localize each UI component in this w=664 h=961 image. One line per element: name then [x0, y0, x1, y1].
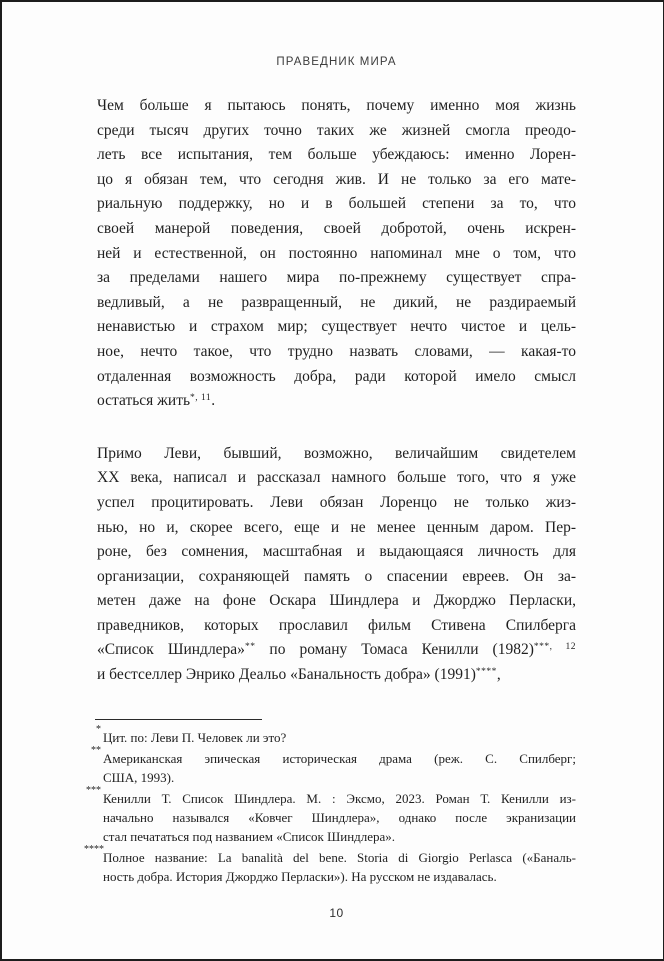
text-segment: ненавистью и страхом мир; существует нечто чистое и цель- [97, 318, 576, 336]
text-segment: нью, но и, скорее всего, еще и не менее ценным даром. Пер- [97, 518, 576, 536]
text-line [97, 119, 576, 144]
text-line [103, 808, 576, 827]
footnote-reference: **** [475, 666, 497, 677]
text-segment: организации, сохраняющей память о спасении евреев. Он за- [97, 567, 576, 585]
footnote-4: **** Полное название: La banalità del bene. Storia di Giorgio Perlasca («Баналь- ность добра. История Джорджо Перласки»). На русском не издавалась. [84, 844, 576, 884]
text-segment: цо я обязан тем, что сегодня жив. И не только за его мате- [97, 170, 576, 188]
text-segment: Кенилли Т. Список Шиндлера. М. : Эксмо, 2023. Роман Т. Кенилли из- [103, 791, 576, 806]
text-line [97, 614, 576, 639]
text-line [97, 192, 576, 217]
text-line [97, 516, 576, 541]
running-header: ПРАВЕДНИК МИРА [276, 56, 397, 68]
text-line [103, 768, 576, 787]
text-segment: своей манерой поведения, своей добротой, очень искрен- [97, 219, 576, 237]
page-number: 10 [329, 906, 344, 920]
footnote-1: * Цит. по: Леви П. Человек ли это? [103, 728, 576, 747]
footnote-3: *** Кенилли Т. Список Шиндлера. М. : Эксмо, 2023. Роман Т. Кенилли из- начально назывался «Ковчег Шиндлера», однако после экранизации стал печататься под названием «Список Шиндлера». [86, 785, 576, 844]
text-segment: среди тысяч других точно таких же жизней смогла преодо- [97, 121, 576, 139]
text-segment: за пределами нашего мира по-прежнему существует спра- [97, 269, 576, 287]
paragraph-1 [97, 94, 576, 414]
text-segment: ней и естественной, он постоянно напоминал мне о том, что [97, 244, 576, 262]
text-segment: отдаленная возможность добра, ради которой имело смысл [97, 367, 576, 385]
text-segment: , [496, 666, 501, 684]
text-segment: Американская эпическая историческая драма (реж. С. Спилберг; [103, 751, 576, 766]
text-segment: метен даже на фоне Оскара Шиндлера и Джорджо Перласки, [97, 592, 576, 610]
footnote-reference: ***, 12 [533, 641, 576, 652]
text-line [103, 728, 576, 747]
text-segment: ное, нечто такое, что трудно назвать словами, — какая-то [97, 342, 576, 360]
text-line [103, 867, 576, 886]
text-line [97, 638, 576, 663]
paragraph-2 [97, 442, 576, 688]
text-line [97, 491, 576, 516]
text-line [103, 749, 576, 768]
text-segment: роне, без сомнения, масштабная и выдающаяся личность для [97, 543, 576, 561]
text-segment: риальную поддержку, но и в большей степени за то, что [97, 195, 576, 213]
text-line [97, 565, 576, 590]
text-line [97, 589, 576, 614]
text-segment: Примо Леви, бывший, возможно, величайшим свидетелем [97, 444, 576, 462]
text-segment: и бестселлер Энрико Деальо «Банальность добра» (1991) [97, 666, 476, 684]
text-line [97, 217, 576, 242]
text-line [97, 143, 576, 168]
footnote-2: ** Американская эпическая историческая драма (реж. С. Спилберг; США, 1993). [91, 745, 576, 785]
text-line [103, 848, 576, 867]
text-line [97, 442, 576, 467]
text-line [97, 365, 576, 390]
text-segment: по роману Томаса Кенилли (1982) [255, 641, 534, 659]
footnote-separator [95, 719, 262, 720]
text-segment: Цит. по: Леви П. Человек ли это? [103, 730, 287, 745]
footnotes-section [84, 719, 576, 888]
text-segment: успел процитировать. Леви обязан Лоренцо не только жиз- [97, 493, 576, 511]
text-segment: XX века, написал и рассказал намного больше того, что я уже [97, 469, 576, 487]
footnote-reference: ** [244, 641, 256, 652]
text-line [97, 291, 576, 316]
text-line [97, 540, 576, 565]
text-segment: Чем больше я пытаюсь понять, почему именно моя жизнь [97, 97, 576, 114]
text-line [97, 242, 576, 267]
text-segment: стал печататься под названием «Список Шиндлера». [103, 829, 396, 844]
text-segment: начально назывался «Ковчег Шиндлера», однако после экранизации [103, 810, 576, 825]
footnote-text [86, 785, 576, 846]
text-segment: остаться жить [97, 392, 191, 410]
text-segment: леть все испытания, тем больше убеждаюсь: именно Лорен- [97, 146, 576, 164]
text-line [97, 94, 576, 119]
text-line [97, 266, 576, 291]
text-segment: праведников, которых прославил фильм Стивена Спилберга [97, 616, 576, 634]
text-line [103, 827, 576, 846]
footnote-reference: *, 11 [190, 392, 212, 403]
body-text [97, 94, 576, 688]
footnote-text [91, 745, 576, 787]
text-segment: ность добра. История Джорджо Перласки»). На русском не издавалась. [103, 869, 497, 884]
text-segment: США, 1993). [103, 770, 175, 785]
text-line [97, 389, 576, 414]
text-line [97, 168, 576, 193]
text-line [97, 315, 576, 340]
footnote-text [103, 728, 576, 747]
text-segment: ведливый, а не развращенный, не дикий, не раздираемый [97, 293, 576, 311]
text-line [103, 789, 576, 808]
text-line [97, 466, 576, 491]
text-segment: Полное название: La banalità del bene. Storia di Giorgio Perlasca («Баналь- [103, 850, 576, 865]
footnote-text [84, 844, 576, 886]
text-line [97, 340, 576, 365]
text-line [97, 663, 576, 688]
text-segment: «Список Шиндлера» [97, 641, 245, 659]
text-segment: . [211, 392, 216, 410]
